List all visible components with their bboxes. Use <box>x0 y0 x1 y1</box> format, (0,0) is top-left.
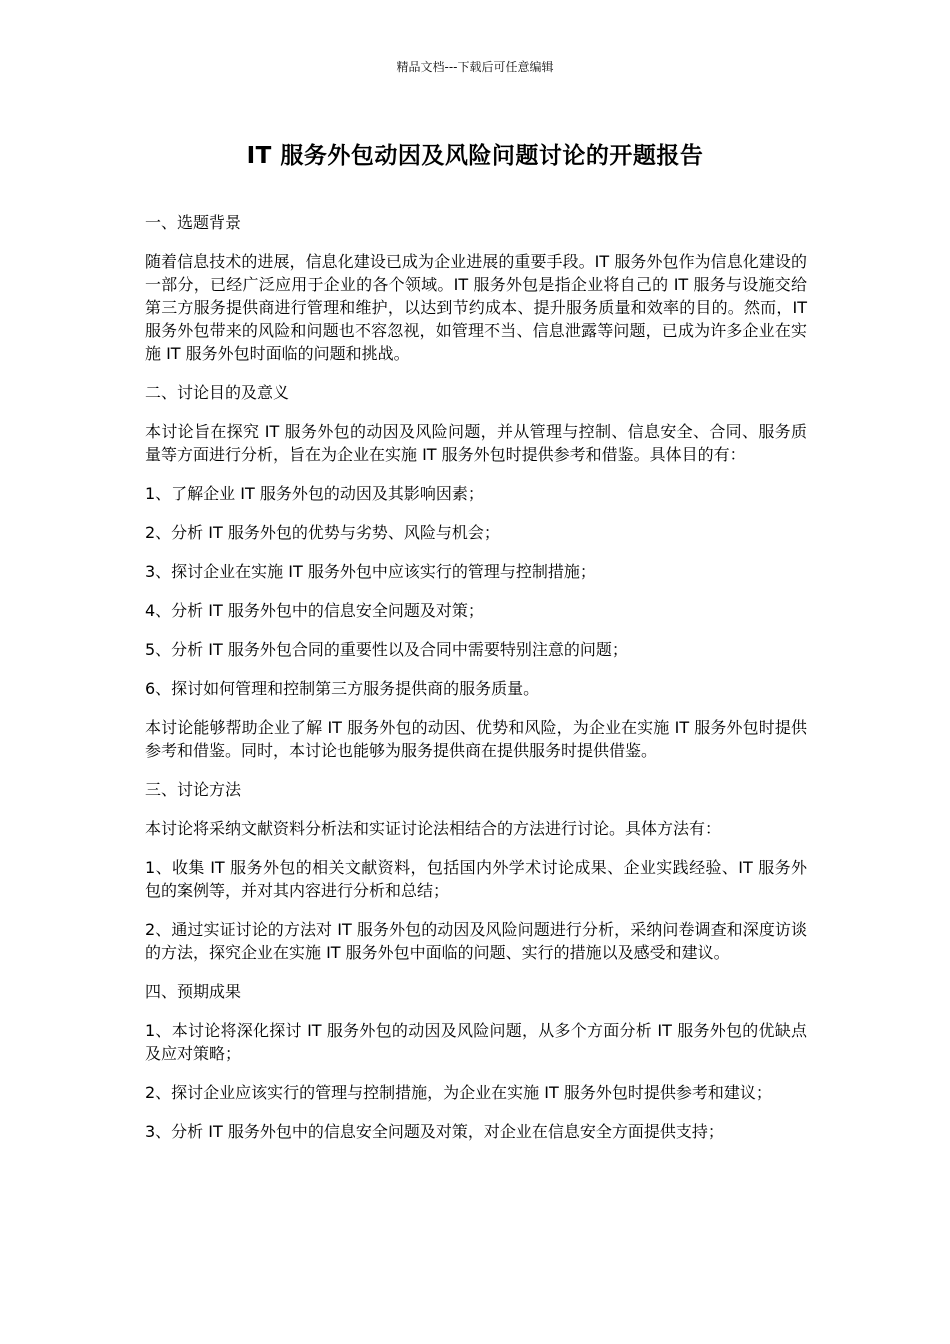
paragraph-purpose-intro: 本讨论旨在探究 IT 服务外包的动因及风险问题，并从管理与控制、信息安全、合同、服务质量等方面进行分析，旨在为企业在实施 IT 服务外包时提供参考和借鉴。具体目的有： <box>145 422 807 464</box>
list-item: 1、收集 IT 服务外包的相关文献资料，包括国内外学术讨论成果、企业实践经验、IT 服务外包的案例等，并对其内容进行分析和总结； <box>145 858 807 900</box>
list-item: 1、了解企业 IT 服务外包的动因及其影响因素； <box>145 484 484 503</box>
list-item: 2、分析 IT 服务外包的优势与劣势、风险与机会； <box>145 523 500 542</box>
section-heading-outcomes: 四、预期成果 <box>145 982 242 1001</box>
paragraph-background: 随着信息技术的进展，信息化建设已成为企业进展的重要手段。IT 服务外包作为信息化建设的一部分，已经广泛应用于企业的各个领域。IT 服务外包是指企业将自己的 IT 服务与设施交给第三方服务提供商进行管理和维护，以达到节约成本、提升服务质量和效率的目的。然而，IT 服务外包带来的风险和问题也不容忽视，如管理不当、信息泄露等问题，已成为许多企业在实施 IT 服务外包时面临的问题和挑战。 <box>145 252 807 363</box>
list-item: 2、探讨企业应该实行的管理与控制措施，为企业在实施 IT 服务外包时提供参考和建议； <box>145 1083 772 1102</box>
list-item: 3、探讨企业在实施 IT 服务外包中应该实行的管理与控制措施； <box>145 562 596 581</box>
document-title: IT 服务外包动因及风险问题讨论的开题报告 <box>246 143 704 169</box>
list-item: 3、分析 IT 服务外包中的信息安全问题及对策，对企业在信息安全方面提供支持； <box>145 1122 724 1141</box>
document-body <box>145 211 807 1159</box>
list-item: 1、本讨论将深化探讨 IT 服务外包的动因及风险问题，从多个方面分析 IT 服务外包的优缺点及应对策略； <box>145 1021 807 1063</box>
section-heading-method: 三、讨论方法 <box>145 780 242 799</box>
list-item: 6、探讨如何管理和控制第三方服务提供商的服务质量。 <box>145 679 540 698</box>
section-heading-purpose: 二、讨论目的及意义 <box>145 383 290 402</box>
header-note: 精品文档---下载后可任意编辑 <box>396 60 554 74</box>
paragraph-method-intro: 本讨论将采纳文献资料分析法和实证讨论法相结合的方法进行讨论。具体方法有： <box>145 819 722 838</box>
list-item: 4、分析 IT 服务外包中的信息安全问题及对策； <box>145 601 484 620</box>
paragraph-significance: 本讨论能够帮助企业了解 IT 服务外包的动因、优势和风险，为企业在实施 IT 服务外包时提供参考和借鉴。同时，本讨论也能够为服务提供商在提供服务时提供借鉴。 <box>145 718 807 760</box>
section-heading-background: 一、选题背景 <box>145 213 242 232</box>
list-item: 5、分析 IT 服务外包合同的重要性以及合同中需要特别注意的问题； <box>145 640 628 659</box>
list-item: 2、通过实证讨论的方法对 IT 服务外包的动因及风险问题进行分析，采纳问卷调查和深度访谈的方法，探究企业在实施 IT 服务外包中面临的问题、实行的措施以及感受和建议。 <box>145 920 807 962</box>
